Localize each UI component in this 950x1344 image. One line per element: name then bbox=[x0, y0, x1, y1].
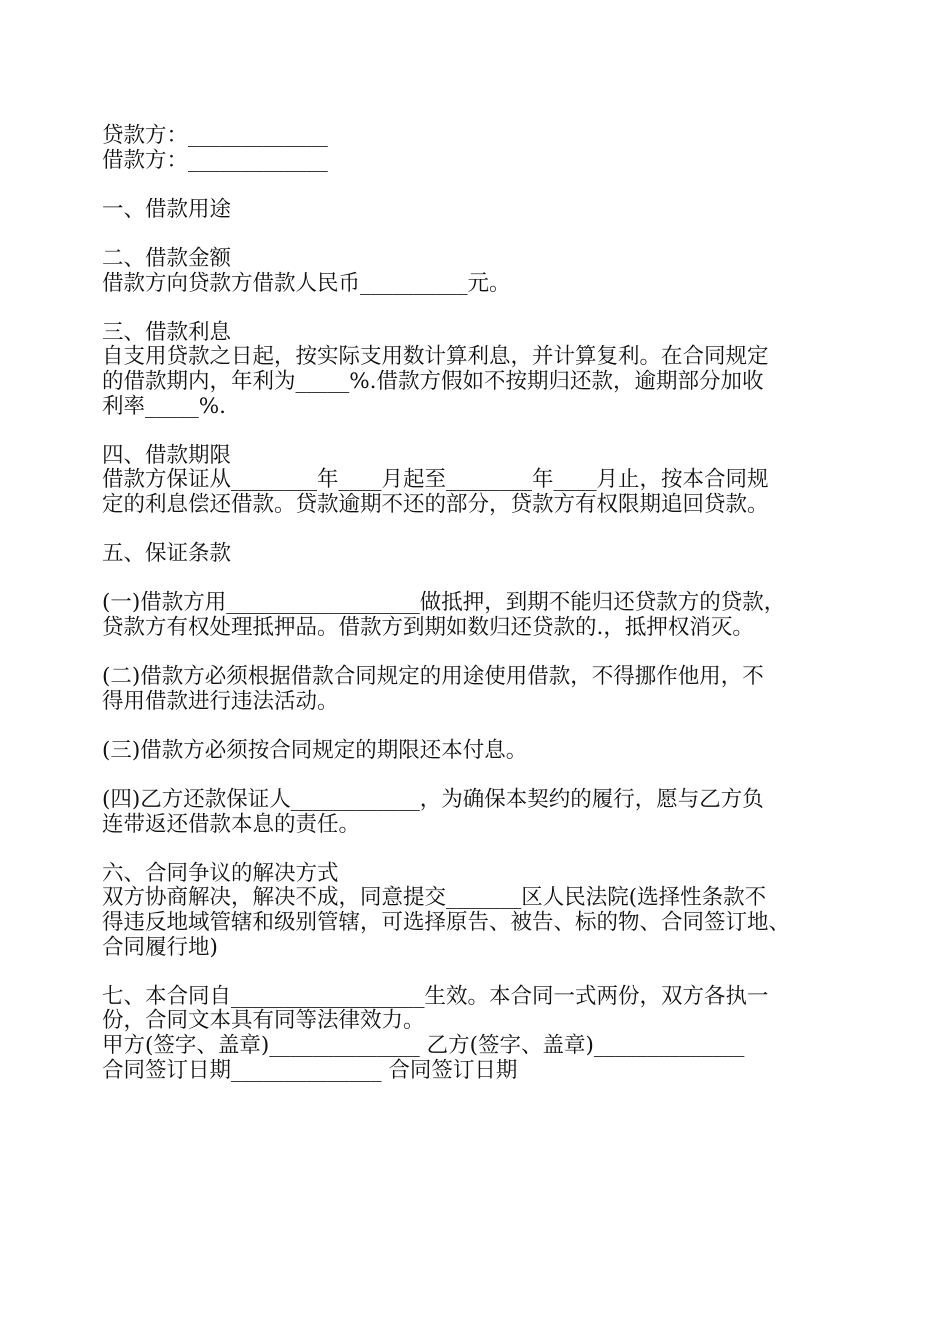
clause-4-line-2: 连带返还借款本息的责任。 bbox=[102, 811, 361, 837]
blank-line bbox=[102, 567, 862, 592]
document-body bbox=[102, 124, 862, 1083]
blank-line bbox=[102, 640, 862, 665]
section-4-text-line-1: 借款方保证从________年____月起至________年____月止，按本合同规 bbox=[102, 467, 769, 493]
clause-2-line-2: 得用借款进行违法活动。 bbox=[102, 688, 339, 714]
clause-2-line-1: (二)借款方必须根据借款合同规定的用途使用借款，不得挪作他用，不 bbox=[102, 664, 764, 690]
section-6-text-line-2: 得违反地域管辖和级别管辖，可选择原告、被告、标的物、合同签订地、 bbox=[102, 910, 791, 935]
section-6-title: 六、合同争议的解决方式 bbox=[102, 860, 339, 886]
section-1-title: 一、借款用途 bbox=[102, 196, 232, 222]
blank-line bbox=[102, 763, 862, 788]
section-4-text-line-2: 定的利息偿还借款。贷款逾期不还的部分，贷款方有权限期追回贷款。 bbox=[102, 491, 769, 517]
blank-line bbox=[102, 222, 862, 247]
section-4-title: 四、借款期限 bbox=[102, 442, 232, 468]
clause-4-line-1: (四)乙方还款保证人____________，为确保本契约的履行，愿与乙方负 bbox=[102, 787, 764, 813]
signature-line: 甲方(签字、盖章)______________ 乙方(签字、盖章)______________ bbox=[102, 1032, 745, 1058]
section-3-text-line-2: 的借款期内，年利为_____%.借款方假如不按期归还款，逾期部分加收 bbox=[102, 368, 764, 394]
section-2-text: 借款方向贷款方借款人民币__________元。 bbox=[102, 270, 511, 296]
section-7-text-line-2: 份，合同文本具有同等法律效力。 bbox=[102, 1008, 425, 1034]
section-7-text-line-1: 七、本合同自__________________生效。本合同一式两份，双方各执一 bbox=[102, 983, 769, 1009]
blank-line bbox=[102, 518, 862, 543]
blank-line bbox=[102, 419, 862, 444]
section-3-text-line-1: 自支用贷款之日起，按实际支用数计算利息，并计算复利。在合同规定 bbox=[102, 344, 769, 370]
blank-line bbox=[102, 714, 862, 739]
blank-line bbox=[102, 173, 862, 198]
blank-line bbox=[102, 296, 862, 321]
section-3-text-line-3: 利率_____%. bbox=[102, 393, 227, 419]
lender-line: 贷款方：_____________ bbox=[102, 123, 328, 148]
section-6-text-line-1: 双方协商解决，解决不成，同意提交_______区人民法院(选择性条款不 bbox=[102, 885, 767, 911]
clause-1-line-2: 贷款方有权处理抵押品。借款方到期如数归还贷款的.，抵押权消灭。 bbox=[102, 614, 754, 640]
section-6-text-line-3: 合同履行地) bbox=[102, 934, 218, 960]
clause-3-line-1: (三)借款方必须按合同规定的期限还本付息。 bbox=[102, 737, 528, 763]
section-3-title: 三、借款利息 bbox=[102, 319, 232, 345]
section-5-title: 五、保证条款 bbox=[102, 541, 232, 567]
clause-1-line-1: (一)借款方用__________________做抵押，到期不能归还贷款方的贷款， bbox=[102, 590, 786, 616]
blank-line bbox=[102, 837, 862, 862]
borrower-line: 借款方：_____________ bbox=[102, 147, 328, 173]
signing-date-line: 合同签订日期______________ 合同签订日期 bbox=[102, 1057, 518, 1083]
section-2-title: 二、借款金额 bbox=[102, 245, 232, 271]
blank-line bbox=[102, 960, 862, 985]
